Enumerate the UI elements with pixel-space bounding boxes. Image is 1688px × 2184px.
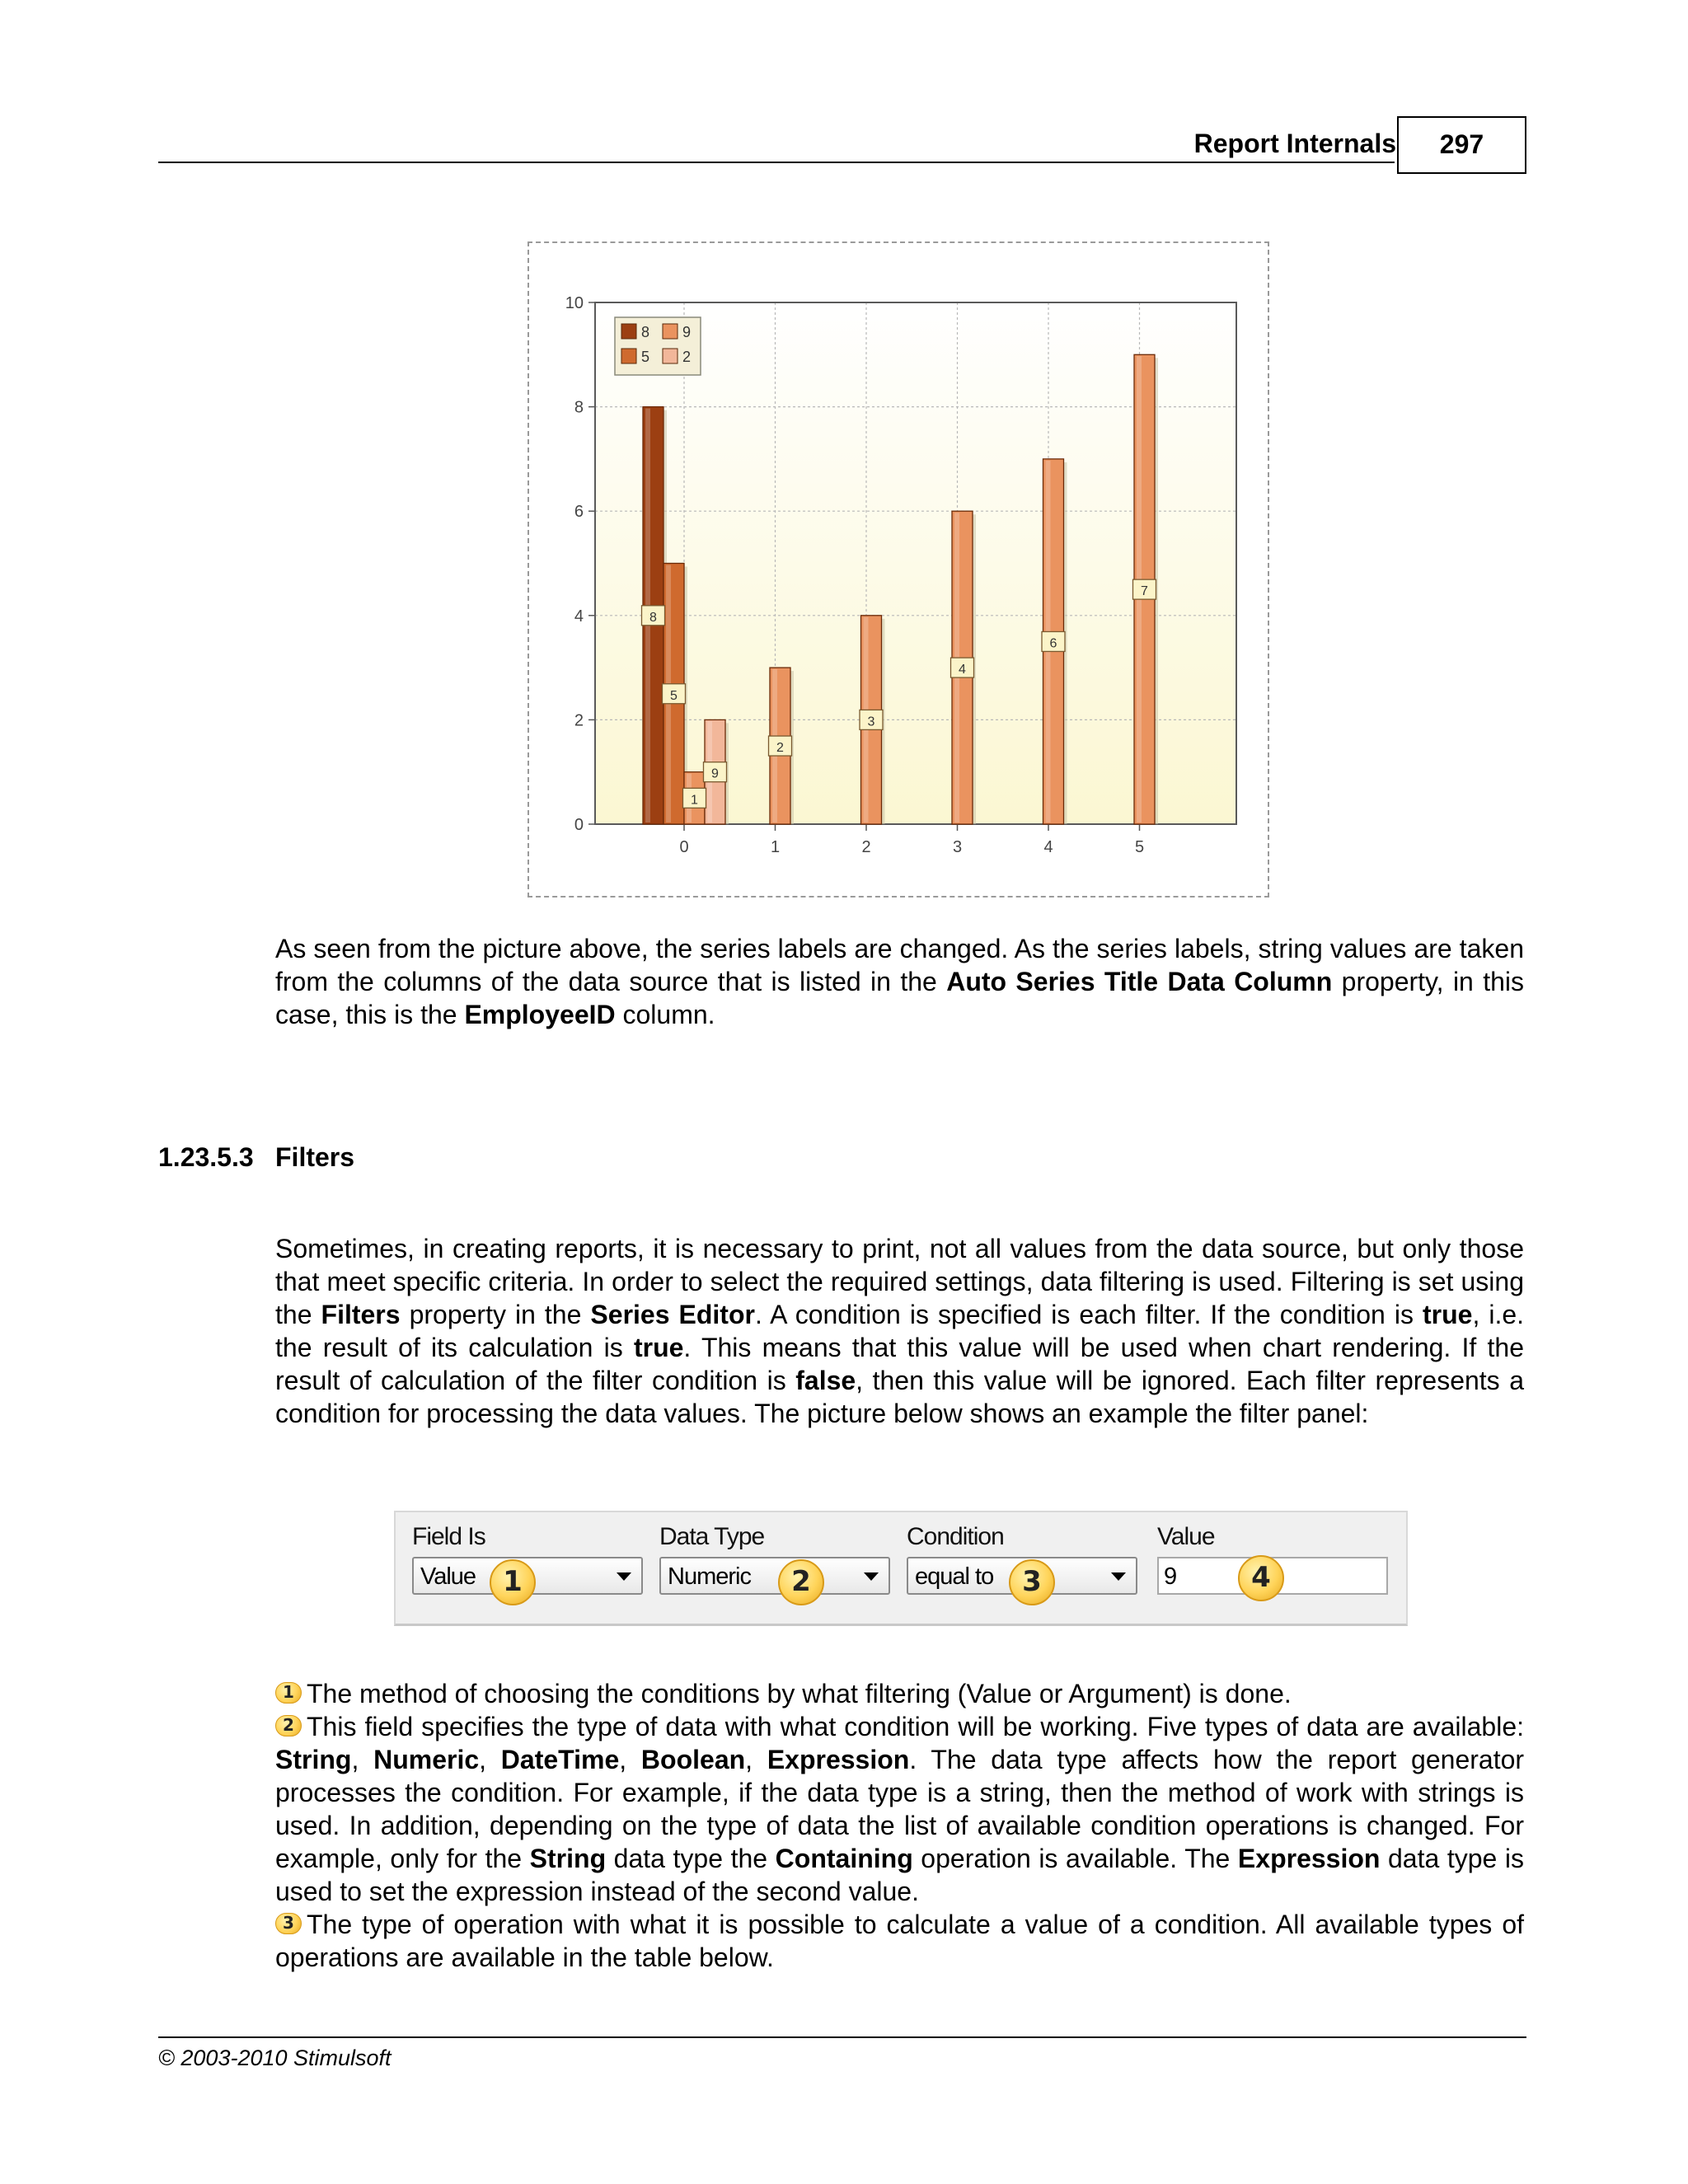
text-run: , i.e. the result of its calculation is [275, 1300, 1525, 1362]
bold-term: Containing [775, 1844, 913, 1873]
dropdown-arrow-icon[interactable] [1111, 1572, 1126, 1581]
condition-combobox[interactable] [907, 1557, 1137, 1598]
text-run: , [479, 1745, 501, 1774]
text-run: Sometimes, in creating reports, it is necessary to print, not all values from the data source, but only those that meet specific criteria. In order to select the required settings, data filtering is used. Filtering is set using the [275, 1234, 1524, 1329]
dropdown-arrow-icon[interactable] [617, 1572, 631, 1581]
legend-swatch [663, 349, 678, 363]
bold-term: String [529, 1844, 607, 1873]
data-type-label: Data Type [659, 1523, 765, 1550]
text-run: operation is available. The [912, 1844, 1238, 1873]
bold-term: Auto Series Title Data Column [946, 967, 1333, 996]
data-label: 1 [691, 793, 698, 808]
note-2 [275, 1710, 1524, 1908]
legend-label: 9 [682, 324, 692, 340]
data-label: 5 [670, 688, 678, 703]
field-is-value: Value [420, 1563, 476, 1590]
section-heading [158, 1141, 354, 1174]
page-number: 297 [1397, 116, 1526, 174]
dropdown-arrow-icon[interactable] [864, 1572, 879, 1581]
footer-rule [158, 2036, 1526, 2038]
legend-label: 2 [682, 349, 692, 365]
bold-term: false [795, 1366, 856, 1395]
x-tick-label: 5 [1134, 838, 1145, 856]
paragraph-series-labels [275, 932, 1524, 1031]
bold-term: true [633, 1333, 684, 1362]
data-type-value: Numeric [668, 1563, 751, 1590]
header-rule [158, 162, 1395, 163]
text-run: column. [615, 1000, 715, 1029]
y-tick-label: 2 [574, 711, 584, 730]
text-run: data type the [606, 1844, 776, 1873]
data-label: 3 [867, 715, 875, 729]
legend-swatch [621, 349, 636, 363]
text-run: . A condition is specified is each filter. If the condition is [754, 1300, 1423, 1329]
bold-term: String [275, 1745, 352, 1774]
bold-term: EmployeeID [464, 1000, 616, 1029]
text-run: , [351, 1745, 374, 1774]
callout-badge-1: 1 [490, 1559, 536, 1605]
data-type-group [659, 1522, 890, 1598]
field-is-combobox[interactable] [412, 1557, 643, 1598]
bold-term: DateTime [500, 1745, 620, 1774]
note-badge-3: 3 [275, 1913, 302, 1934]
y-tick-label: 4 [574, 607, 584, 626]
value-input[interactable] [1157, 1557, 1388, 1595]
data-label: 4 [959, 663, 966, 677]
note-3 [275, 1908, 1524, 1974]
text-run: property, in this case, this is the [275, 967, 1525, 1029]
condition-label: Condition [907, 1523, 1004, 1550]
value-input-text: 9 [1164, 1563, 1178, 1590]
callout-badge-4: 4 [1238, 1555, 1284, 1601]
x-tick-label: 3 [952, 838, 963, 856]
text-run: data type is used to set the expression instead of the second value. [275, 1844, 1525, 1906]
note-badge-1: 1 [275, 1682, 302, 1704]
field-is-label: Field Is [412, 1523, 485, 1550]
callout-badge-3: 3 [1009, 1559, 1055, 1605]
text-run: The method of choosing the conditions by what filtering (Value or Argument) is done. [307, 1679, 1292, 1708]
text-run: . The data type affects how the report generator processes the condition. For example, if the data type is a string, then the method of work with strings is used. In addition, depending on the type of data the list of available condition operations is changed. For example, only for the [275, 1745, 1525, 1873]
data-type-combobox[interactable] [659, 1557, 890, 1598]
data-label: 9 [711, 766, 719, 781]
text-run: , [619, 1745, 641, 1774]
x-tick-label: 0 [679, 838, 689, 856]
paragraph-filters-intro [275, 1232, 1524, 1430]
text-run: As seen from the picture above, the series labels are changed. As the series labels, string values are taken from the columns of the data source that is listed in the [275, 934, 1524, 996]
footer-copyright: © 2003-2010 Stimulsoft [158, 2046, 392, 2070]
bold-term: Filters [321, 1300, 401, 1329]
section-title: Filters [275, 1142, 355, 1172]
chart-figure [528, 241, 1269, 898]
bar-chart [529, 243, 1268, 896]
text-run: property in the [400, 1300, 591, 1329]
x-tick-label: 1 [770, 838, 781, 856]
condition-group [907, 1522, 1137, 1598]
bold-term: true [1422, 1300, 1473, 1329]
data-label: 6 [1049, 636, 1057, 651]
bold-term: Numeric [373, 1745, 480, 1774]
y-tick-label: 0 [574, 816, 584, 834]
y-tick-label: 10 [565, 294, 584, 312]
note-badge-2: 2 [275, 1715, 302, 1736]
text-run: This field specifies the type of data with what condition will be working. Five types of data are available: [307, 1712, 1524, 1741]
text-run: The type of operation with what it is possible to calculate a value of a condition. All available types of operations are available in the table below. [275, 1910, 1524, 1972]
y-tick-label: 8 [574, 398, 584, 417]
filter-panel [394, 1511, 1408, 1626]
legend-label: 5 [641, 349, 650, 365]
text-run: , then this value will be ignored. Each filter represents a condition for processing the data values. The picture below shows an example the filter panel: [275, 1366, 1525, 1428]
header-title: Report Internals [1193, 129, 1396, 158]
bold-term: Series Editor [590, 1300, 755, 1329]
value-label: Value [1157, 1523, 1215, 1550]
field-is-group [412, 1522, 643, 1598]
text-run: , [745, 1745, 767, 1774]
x-tick-label: 2 [861, 838, 871, 856]
x-tick-label: 4 [1043, 838, 1053, 856]
legend-swatch [663, 324, 678, 339]
text-run: . This means that this value will be used when chart rendering. If the result of calculation of the filter condition is [275, 1333, 1525, 1395]
legend-swatch [621, 324, 636, 339]
bold-term: Boolean [640, 1745, 746, 1774]
y-tick-label: 6 [574, 503, 584, 522]
data-label: 8 [649, 610, 657, 625]
value-group [1157, 1522, 1388, 1595]
callout-badge-2: 2 [778, 1559, 824, 1605]
condition-value: equal to [915, 1563, 994, 1590]
bold-term: Expression [1237, 1844, 1381, 1873]
data-label: 2 [776, 741, 784, 756]
note-1 [275, 1677, 1524, 1710]
bold-term: Expression [767, 1745, 910, 1774]
data-label: 7 [1141, 584, 1148, 599]
legend-label: 8 [641, 324, 650, 340]
section-number: 1.23.5.3 [158, 1142, 254, 1172]
